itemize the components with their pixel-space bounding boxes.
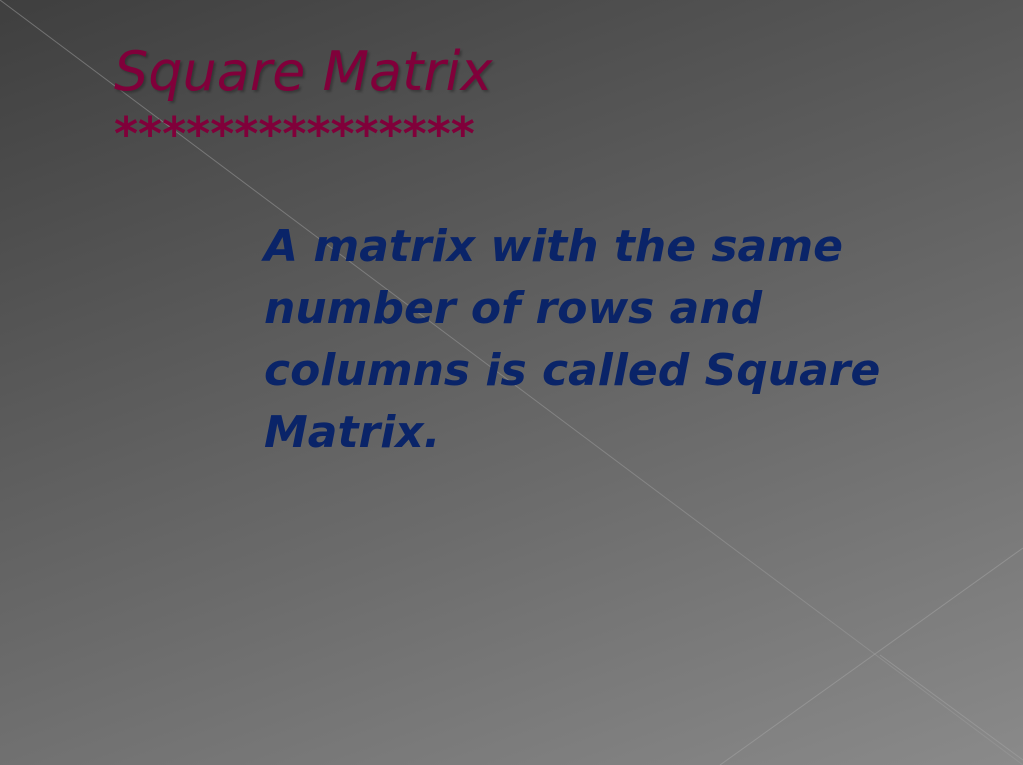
corner-line-a (720, 548, 1023, 765)
corner-line-b (880, 655, 1023, 760)
definition-text: A matrix with the same number of rows and columns is called Square Matrix. (264, 221, 881, 458)
slide-title: Square Matrix (114, 40, 493, 103)
title-underline-stars: *************** (114, 107, 475, 161)
